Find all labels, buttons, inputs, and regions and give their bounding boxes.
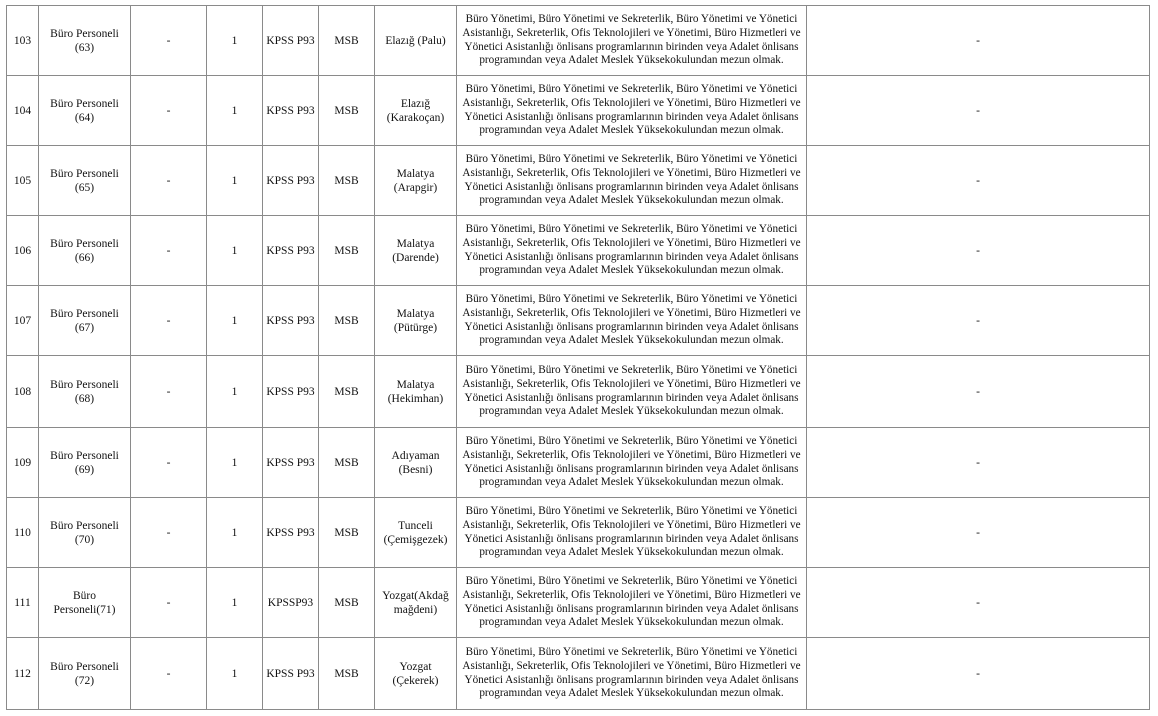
institution: MSB <box>319 428 375 498</box>
position-count: 1 <box>207 286 263 356</box>
empty-column-value: - <box>131 428 207 498</box>
empty-column-value: - <box>131 146 207 216</box>
position-title: Büro Personeli (65) <box>39 146 131 216</box>
institution: MSB <box>319 146 375 216</box>
location: Malatya (Arapgir) <box>375 146 457 216</box>
institution: MSB <box>319 6 375 76</box>
empty-column-value: - <box>131 286 207 356</box>
location: Tunceli (Çemişgezek) <box>375 498 457 568</box>
exam-type: KPSSP93 <box>263 568 319 638</box>
location: Yozgat(Akdağ mağdeni) <box>375 568 457 638</box>
location: Elazığ (Palu) <box>375 6 457 76</box>
institution: MSB <box>319 76 375 146</box>
exam-type: KPSS P93 <box>263 6 319 76</box>
row-number: 106 <box>7 216 39 286</box>
table-row <box>7 216 1150 286</box>
education-requirement: Büro Yönetimi, Büro Yönetimi ve Sekreterlik, Büro Yönetimi ve Yönetici Asistanlığı, Sekreterlik, Ofis Teknolojileri ve Yönetimi, Büro Hizmetleri ve Yönetici Asistanlığı önlisans programlarının birinden veya Adalet önlisans programından veya Adalet Meslek Yüksekokulundan mezun olmak. <box>457 216 807 286</box>
empty-column-value: - <box>131 76 207 146</box>
row-number: 105 <box>7 146 39 216</box>
location: Malatya (Hekimhan) <box>375 356 457 428</box>
position-title: Büro Personeli (69) <box>39 428 131 498</box>
exam-type: KPSS P93 <box>263 428 319 498</box>
position-count: 1 <box>207 356 263 428</box>
location: Elazığ (Karakoçan) <box>375 76 457 146</box>
notes: - <box>807 6 1150 76</box>
education-requirement: Büro Yönetimi, Büro Yönetimi ve Sekreterlik, Büro Yönetimi ve Yönetici Asistanlığı, Sekreterlik, Ofis Teknolojileri ve Yönetimi, Büro Hizmetleri ve Yönetici Asistanlığı önlisans programlarının birinden veya Adalet önlisans programından veya Adalet Meslek Yüksekokulundan mezun olmak. <box>457 498 807 568</box>
institution: MSB <box>319 638 375 710</box>
position-title: Büro Personeli (68) <box>39 356 131 428</box>
table-row <box>7 6 1150 76</box>
education-requirement: Büro Yönetimi, Büro Yönetimi ve Sekreterlik, Büro Yönetimi ve Yönetici Asistanlığı, Sekreterlik, Ofis Teknolojileri ve Yönetimi, Büro Hizmetleri ve Yönetici Asistanlığı önlisans programlarının birinden veya Adalet önlisans programından veya Adalet Meslek Yüksekokulundan mezun olmak. <box>457 356 807 428</box>
table-row <box>7 498 1150 568</box>
institution: MSB <box>319 356 375 428</box>
position-count: 1 <box>207 498 263 568</box>
empty-column-value: - <box>131 638 207 710</box>
position-count: 1 <box>207 76 263 146</box>
exam-type: KPSS P93 <box>263 76 319 146</box>
position-title: Büro Personeli(71) <box>39 568 131 638</box>
education-requirement: Büro Yönetimi, Büro Yönetimi ve Sekreterlik, Büro Yönetimi ve Yönetici Asistanlığı, Sekreterlik, Ofis Teknolojileri ve Yönetimi, Büro Hizmetleri ve Yönetici Asistanlığı önlisans programlarının birinden veya Adalet önlisans programından veya Adalet Meslek Yüksekokulundan mezun olmak. <box>457 638 807 710</box>
exam-type: KPSS P93 <box>263 498 319 568</box>
exam-type: KPSS P93 <box>263 356 319 428</box>
institution: MSB <box>319 568 375 638</box>
education-requirement: Büro Yönetimi, Büro Yönetimi ve Sekreterlik, Büro Yönetimi ve Yönetici Asistanlığı, Sekreterlik, Ofis Teknolojileri ve Yönetimi, Büro Hizmetleri ve Yönetici Asistanlığı önlisans programlarının birinden veya Adalet önlisans programından veya Adalet Meslek Yüksekokulundan mezun olmak. <box>457 568 807 638</box>
position-count: 1 <box>207 216 263 286</box>
position-count: 1 <box>207 638 263 710</box>
notes: - <box>807 498 1150 568</box>
position-count: 1 <box>207 568 263 638</box>
row-number: 107 <box>7 286 39 356</box>
institution: MSB <box>319 286 375 356</box>
exam-type: KPSS P93 <box>263 216 319 286</box>
position-title: Büro Personeli (72) <box>39 638 131 710</box>
location: Malatya (Pütürge) <box>375 286 457 356</box>
position-title: Büro Personeli (64) <box>39 76 131 146</box>
education-requirement: Büro Yönetimi, Büro Yönetimi ve Sekreterlik, Büro Yönetimi ve Yönetici Asistanlığı, Sekreterlik, Ofis Teknolojileri ve Yönetimi, Büro Hizmetleri ve Yönetici Asistanlığı önlisans programlarının birinden veya Adalet önlisans programından veya Adalet Meslek Yüksekokulundan mezun olmak. <box>457 286 807 356</box>
notes: - <box>807 76 1150 146</box>
positions-table <box>6 5 1150 710</box>
row-number: 108 <box>7 356 39 428</box>
notes: - <box>807 146 1150 216</box>
education-requirement: Büro Yönetimi, Büro Yönetimi ve Sekreterlik, Büro Yönetimi ve Yönetici Asistanlığı, Sekreterlik, Ofis Teknolojileri ve Yönetimi, Büro Hizmetleri ve Yönetici Asistanlığı önlisans programlarının birinden veya Adalet önlisans programından veya Adalet Meslek Yüksekokulundan mezun olmak. <box>457 428 807 498</box>
position-count: 1 <box>207 6 263 76</box>
education-requirement: Büro Yönetimi, Büro Yönetimi ve Sekreterlik, Büro Yönetimi ve Yönetici Asistanlığı, Sekreterlik, Ofis Teknolojileri ve Yönetimi, Büro Hizmetleri ve Yönetici Asistanlığı önlisans programlarının birinden veya Adalet önlisans programından veya Adalet Meslek Yüksekokulundan mezun olmak. <box>457 6 807 76</box>
empty-column-value: - <box>131 568 207 638</box>
position-title: Büro Personeli (70) <box>39 498 131 568</box>
notes: - <box>807 568 1150 638</box>
notes: - <box>807 428 1150 498</box>
location: Malatya (Darende) <box>375 216 457 286</box>
row-number: 110 <box>7 498 39 568</box>
table-body <box>7 6 1150 710</box>
table-row <box>7 638 1150 710</box>
education-requirement: Büro Yönetimi, Büro Yönetimi ve Sekreterlik, Büro Yönetimi ve Yönetici Asistanlığı, Sekreterlik, Ofis Teknolojileri ve Yönetimi, Büro Hizmetleri ve Yönetici Asistanlığı önlisans programlarının birinden veya Adalet önlisans programından veya Adalet Meslek Yüksekokulundan mezun olmak. <box>457 76 807 146</box>
table-row <box>7 568 1150 638</box>
row-number: 112 <box>7 638 39 710</box>
table-row <box>7 76 1150 146</box>
institution: MSB <box>319 498 375 568</box>
institution: MSB <box>319 216 375 286</box>
row-number: 109 <box>7 428 39 498</box>
position-count: 1 <box>207 428 263 498</box>
position-title: Büro Personeli (63) <box>39 6 131 76</box>
empty-column-value: - <box>131 356 207 428</box>
exam-type: KPSS P93 <box>263 638 319 710</box>
notes: - <box>807 216 1150 286</box>
row-number: 111 <box>7 568 39 638</box>
exam-type: KPSS P93 <box>263 286 319 356</box>
table-row <box>7 428 1150 498</box>
location: Adıyaman (Besni) <box>375 428 457 498</box>
empty-column-value: - <box>131 216 207 286</box>
exam-type: KPSS P93 <box>263 146 319 216</box>
notes: - <box>807 638 1150 710</box>
empty-column-value: - <box>131 6 207 76</box>
notes: - <box>807 356 1150 428</box>
table-row <box>7 356 1150 428</box>
position-title: Büro Personeli (67) <box>39 286 131 356</box>
empty-column-value: - <box>131 498 207 568</box>
notes: - <box>807 286 1150 356</box>
row-number: 104 <box>7 76 39 146</box>
position-title: Büro Personeli (66) <box>39 216 131 286</box>
position-count: 1 <box>207 146 263 216</box>
table-row <box>7 286 1150 356</box>
row-number: 103 <box>7 6 39 76</box>
table-row <box>7 146 1150 216</box>
education-requirement: Büro Yönetimi, Büro Yönetimi ve Sekreterlik, Büro Yönetimi ve Yönetici Asistanlığı, Sekreterlik, Ofis Teknolojileri ve Yönetimi, Büro Hizmetleri ve Yönetici Asistanlığı önlisans programlarının birinden veya Adalet önlisans programından veya Adalet Meslek Yüksekokulundan mezun olmak. <box>457 146 807 216</box>
location: Yozgat (Çekerek) <box>375 638 457 710</box>
